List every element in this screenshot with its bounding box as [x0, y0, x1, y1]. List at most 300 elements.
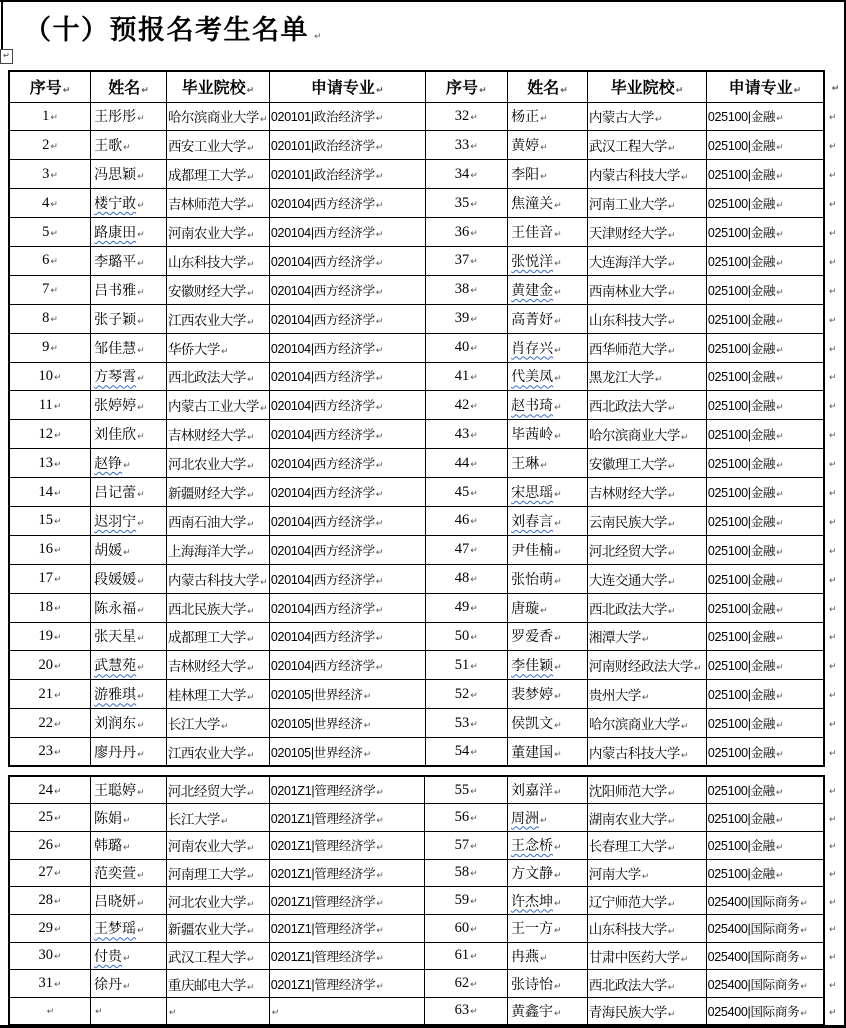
cell-end-mark-icon: ↵	[137, 749, 145, 760]
school-cell: 河南农业大学↵	[166, 831, 269, 859]
cell-end-mark-icon: ↵	[137, 870, 145, 881]
cell-end-mark-icon: ↵	[667, 404, 675, 415]
cell-end-mark-icon: ↵	[540, 605, 548, 616]
school-cell: 长江大学↵	[166, 804, 269, 832]
table-row	[9, 391, 843, 420]
cell-end-mark-icon: ↵	[776, 287, 784, 298]
seq-cell: 23↵	[9, 738, 91, 767]
school-cell: 江西农业大学↵	[166, 304, 269, 333]
name-cell: 张悦洋↵	[508, 246, 588, 275]
cell-end-mark-icon: ↵	[667, 548, 675, 559]
school-cell: 哈尔滨商业大学↵	[587, 420, 706, 449]
name-cell: 裴梦婷↵	[508, 680, 588, 709]
cell-end-mark-icon: ↵	[375, 114, 384, 125]
cell-end-mark-icon: ↵	[259, 577, 267, 588]
cell-end-mark-icon: ↵	[54, 814, 62, 825]
cell-end-mark-icon: ↵	[553, 1008, 562, 1019]
cell-end-mark-icon: ↵	[220, 346, 228, 357]
name-cell: 焦潼关↵	[508, 189, 588, 218]
table-row	[9, 535, 843, 564]
cell-end-mark-icon: ↵	[54, 748, 62, 759]
school-cell: 西华师范大学↵	[587, 333, 706, 362]
cell-end-mark-icon: ↵	[470, 632, 478, 643]
cell-end-mark-icon: ↵	[776, 634, 784, 645]
cell-end-mark-icon: ↵	[776, 663, 784, 674]
seq-cell: 45↵	[425, 478, 508, 507]
major-cell: 0201Z1|管理经济学↵	[269, 887, 425, 915]
cell-end-mark-icon: ↵	[137, 576, 145, 587]
seq-cell: 30↵	[9, 942, 91, 970]
cell-end-mark-icon: ↵	[375, 547, 384, 558]
table-row	[9, 593, 843, 622]
school-cell: 安徽理工大学↵	[587, 449, 706, 478]
name-cell: 范奕萱↵	[91, 859, 167, 887]
seq-cell: 24↵	[9, 776, 91, 804]
major-cell: 020105|世界经济↵	[269, 680, 425, 709]
row-end-mark-icon: ↵	[824, 593, 843, 622]
cell-end-mark-icon: ↵	[470, 690, 478, 701]
major-cell: 020104|西方经济学↵	[269, 304, 425, 333]
cell-end-mark-icon: ↵	[220, 722, 228, 733]
major-cell: 025100|金融↵	[706, 304, 824, 333]
seq-cell: 39↵	[425, 304, 508, 333]
school-cell: 内蒙古工业大学↵	[166, 391, 269, 420]
school-cell	[166, 998, 269, 1026]
cell-end-mark-icon: ↵	[363, 721, 371, 732]
seq-cell: 38↵	[425, 275, 508, 304]
cell-end-mark-icon: ↵	[667, 927, 675, 938]
cell-end-mark-icon: ↵	[470, 170, 478, 181]
school-cell: 新疆农业大学↵	[166, 914, 269, 942]
major-cell: 025100|金融↵	[706, 478, 824, 507]
seq-cell: 47↵	[425, 535, 508, 564]
cell-end-mark-icon: ↵	[137, 287, 145, 298]
cell-end-mark-icon: ↵	[680, 954, 688, 965]
cell-end-mark-icon: ↵	[776, 258, 784, 269]
major-cell: 020104|西方经济学↵	[269, 362, 425, 391]
cell-end-mark-icon: ↵	[554, 316, 562, 327]
major-cell: 0201Z1|管理经济学↵	[269, 859, 425, 887]
seq-cell: 53↵	[425, 709, 508, 738]
table-row	[9, 420, 843, 449]
cell-end-mark-icon: ↵	[246, 491, 254, 502]
name-cell: 张婷婷↵	[91, 391, 167, 420]
name-cell: 迟羽宁↵	[91, 506, 167, 535]
name-cell: 王琳↵	[508, 449, 588, 478]
major-cell: 020105|世界经济↵	[269, 709, 425, 738]
major-cell: 020104|西方经济学↵	[269, 218, 425, 247]
cell-end-mark-icon: ↵	[776, 432, 784, 443]
name-cell: 唐璇↵	[508, 593, 588, 622]
cell-end-mark-icon: ↵	[137, 605, 145, 616]
cell-end-mark-icon: ↵	[667, 899, 675, 910]
cell-end-mark-icon: ↵	[667, 982, 675, 993]
name-cell: 段媛媛↵	[91, 564, 167, 593]
row-end-mark-icon: ↵	[824, 333, 843, 362]
cell-end-mark-icon: ↵	[375, 634, 384, 645]
cell-end-mark-icon: ↵	[54, 924, 62, 935]
table-row	[9, 218, 843, 247]
seq-cell	[9, 998, 91, 1026]
cell-end-mark-icon: ↵	[123, 953, 131, 964]
name-cell: 武慧苑↵	[91, 651, 167, 680]
table-row	[9, 506, 843, 535]
cell-end-mark-icon: ↵	[375, 86, 384, 97]
cell-end-mark-icon: ↵	[376, 870, 384, 881]
school-cell: 江西农业大学↵	[166, 738, 269, 767]
cell-end-mark-icon: ↵	[220, 816, 228, 827]
seq-cell: 8↵	[9, 304, 91, 333]
cell-end-mark-icon: ↵	[654, 375, 662, 386]
school-cell: 天津财经大学↵	[587, 218, 706, 247]
cell-end-mark-icon: ↵	[246, 317, 254, 328]
name-cell: 李璐平↵	[91, 246, 167, 275]
cell-end-mark-icon: ↵	[54, 841, 62, 852]
school-cell: 上海海洋大学↵	[166, 535, 269, 564]
cell-end-mark-icon: ↵	[775, 815, 784, 826]
table-row	[9, 131, 843, 160]
paragraph-mark-icon: ↵	[314, 32, 322, 42]
table-row	[9, 887, 843, 915]
table-row	[9, 564, 843, 593]
cell-end-mark-icon: ↵	[776, 721, 784, 732]
seq-cell: 27↵	[9, 859, 91, 887]
seq-cell: 36↵	[425, 218, 508, 247]
cell-end-mark-icon: ↵	[246, 693, 254, 704]
title-line	[24, 8, 322, 47]
school-cell: 青海民族大学↵	[587, 998, 706, 1026]
row-end-mark-icon: ↵	[824, 304, 843, 333]
cell-end-mark-icon: ↵	[375, 143, 384, 154]
table-row	[9, 275, 843, 304]
major-cell: 020104|西方经济学↵	[269, 622, 425, 651]
cell-end-mark-icon: ↵	[675, 86, 684, 97]
cell-end-mark-icon: ↵	[776, 490, 784, 501]
school-cell: 山东科技大学↵	[587, 304, 706, 333]
major-cell: 025100|金融↵	[706, 738, 824, 767]
table-row	[9, 709, 843, 738]
seq-cell: 43↵	[425, 420, 508, 449]
name-cell: 游雅琪↵	[91, 680, 167, 709]
cell-end-mark-icon: ↵	[54, 604, 62, 615]
cell-end-mark-icon: ↵	[776, 316, 784, 327]
major-cell: 0201Z1|管理经济学↵	[269, 776, 425, 804]
school-cell: 湖南农业大学↵	[587, 804, 706, 832]
cell-end-mark-icon: ↵	[54, 517, 62, 528]
school-cell: 华侨大学↵	[166, 333, 269, 362]
table-row	[9, 622, 843, 651]
seq-cell: 14↵	[9, 478, 91, 507]
major-cell: 025400|国际商务↵	[706, 998, 824, 1026]
major-cell: 025100|金融↵	[706, 680, 824, 709]
cell-end-mark-icon: ↵	[375, 201, 384, 212]
cell-end-mark-icon: ↵	[246, 375, 254, 386]
cell-end-mark-icon: ↵	[246, 871, 254, 882]
cell-end-mark-icon: ↵	[470, 141, 478, 152]
cell-end-mark-icon: ↵	[137, 258, 145, 269]
cell-end-mark-icon: ↵	[793, 86, 802, 97]
major-cell: 025100|金融↵	[706, 218, 824, 247]
cell-end-mark-icon: ↵	[680, 750, 688, 761]
cell-end-mark-icon: ↵	[554, 576, 562, 587]
table-row	[9, 942, 843, 970]
col-header-seq-left: 序号↵	[9, 71, 91, 102]
cell-end-mark-icon: ↵	[375, 172, 384, 183]
name-cell: 陈娟↵	[91, 804, 167, 832]
cell-end-mark-icon: ↵	[470, 459, 478, 470]
major-cell: 025400|国际商务↵	[706, 970, 824, 998]
cell-end-mark-icon: ↵	[776, 143, 784, 154]
cell-end-mark-icon: ↵	[776, 518, 784, 529]
cell-end-mark-icon: ↵	[470, 980, 478, 991]
cell-end-mark-icon: ↵	[776, 374, 784, 385]
table-row	[9, 304, 843, 333]
name-cell: 黄建金↵	[508, 275, 588, 304]
major-cell: 025400|国际商务↵	[706, 887, 824, 915]
major-cell: 025100|金融↵	[706, 189, 824, 218]
row-end-mark-icon: ↵	[824, 449, 843, 478]
school-cell: 河南大学↵	[587, 859, 706, 887]
school-cell: 山东科技大学↵	[166, 246, 269, 275]
row-end-mark-icon: ↵	[824, 391, 843, 420]
major-cell: 025100|金融↵	[706, 831, 824, 859]
school-cell: 吉林财经大学↵	[587, 478, 706, 507]
row-end-mark-icon: ↵	[824, 970, 843, 998]
major-cell: 020104|西方经济学↵	[269, 449, 425, 478]
school-cell: 安徽财经大学↵	[166, 275, 269, 304]
major-cell: 025100|金融↵	[706, 246, 824, 275]
seq-cell: 49↵	[425, 593, 508, 622]
cell-end-mark-icon: ↵	[246, 519, 254, 530]
cell-end-mark-icon: ↵	[667, 789, 675, 800]
school-cell: 河南财经政法大学↵	[587, 651, 706, 680]
cell-end-mark-icon: ↵	[376, 898, 384, 909]
seq-cell: 46↵	[425, 506, 508, 535]
major-cell: 025100|金融↵	[706, 622, 824, 651]
cell-end-mark-icon: ↵	[259, 115, 267, 126]
row-end-mark-icon: ↵	[824, 478, 843, 507]
major-cell: 025100|金融↵	[706, 651, 824, 680]
major-cell: 0201Z1|管理经济学↵	[269, 804, 425, 832]
major-cell: 020104|西方经济学↵	[269, 593, 425, 622]
cell-end-mark-icon: ↵	[375, 605, 384, 616]
major-cell: 025100|金融↵	[706, 535, 824, 564]
cell-end-mark-icon: ↵	[540, 114, 548, 125]
row-end-mark-icon: ↵	[824, 275, 843, 304]
cell-end-mark-icon: ↵	[246, 789, 254, 800]
school-cell: 甘肃中医药大学↵	[587, 942, 706, 970]
cell-end-mark-icon: ↵	[123, 143, 131, 154]
name-cell: 李阳↵	[508, 160, 588, 189]
candidates-table-upper	[8, 70, 844, 767]
page-title: （十）预报名考生名单	[24, 15, 309, 45]
cell-end-mark-icon: ↵	[470, 488, 478, 499]
cell-end-mark-icon: ↵	[375, 230, 384, 240]
cell-end-mark-icon: ↵	[376, 926, 384, 937]
name-cell: 侯凯文↵	[508, 709, 588, 738]
cell-end-mark-icon: ↵	[50, 199, 58, 210]
cell-end-mark-icon: ↵	[560, 86, 568, 97]
cell-end-mark-icon: ↵	[470, 869, 478, 880]
cell-end-mark-icon: ↵	[554, 518, 562, 529]
cell-end-mark-icon: ↵	[554, 721, 562, 732]
seq-cell: 22↵	[9, 709, 91, 738]
row-end-mark-icon: ↵	[824, 738, 843, 767]
school-cell: 武汉工程大学↵	[166, 942, 269, 970]
cell-end-mark-icon: ↵	[123, 547, 131, 558]
cell-end-mark-icon: ↵	[554, 258, 562, 269]
cell-end-mark-icon: ↵	[554, 345, 562, 356]
seq-cell: 11↵	[9, 391, 91, 420]
major-cell: 025100|金融↵	[706, 131, 824, 160]
cell-end-mark-icon: ↵	[137, 663, 145, 674]
cell-end-mark-icon: ↵	[470, 952, 478, 963]
cell-end-mark-icon: ↵	[50, 228, 58, 239]
cell-end-mark-icon: ↵	[246, 635, 254, 646]
seq-cell: 40↵	[425, 333, 508, 362]
cell-end-mark-icon: ↵	[776, 692, 784, 703]
name-cell: 廖丹丹↵	[91, 738, 167, 767]
cell-end-mark-icon: ↵	[137, 926, 145, 937]
cell-end-mark-icon: ↵	[376, 953, 384, 964]
cell-end-mark-icon: ↵	[246, 202, 254, 213]
cell-end-mark-icon: ↵	[137, 634, 145, 645]
cell-end-mark-icon: ↵	[554, 432, 562, 443]
seq-cell: 4↵	[9, 189, 91, 218]
major-cell: 025400|国际商务↵	[706, 914, 824, 942]
cell-end-mark-icon: ↵	[470, 661, 478, 672]
name-cell: 路康田↵	[91, 218, 167, 247]
seq-cell: 59↵	[425, 887, 508, 915]
major-cell: 020104|西方经济学↵	[269, 333, 425, 362]
name-cell: 冯思颖↵	[91, 160, 167, 189]
name-cell: 杨正↵	[508, 102, 588, 131]
cell-end-mark-icon: ↵	[50, 170, 58, 181]
seq-cell: 7↵	[9, 275, 91, 304]
cell-end-mark-icon: ↵	[470, 719, 478, 730]
candidates-table-lower	[8, 775, 844, 1027]
seq-cell: 1↵	[9, 102, 91, 131]
major-cell: 025100|金融↵	[706, 564, 824, 593]
school-cell: 西南石油大学↵	[166, 506, 269, 535]
cell-end-mark-icon: ↵	[554, 201, 562, 212]
cell-end-mark-icon: ↵	[470, 897, 478, 908]
cell-end-mark-icon: ↵	[137, 432, 145, 443]
school-cell: 西北政法大学↵	[587, 391, 706, 420]
col-header-name-left: 姓名↵	[91, 71, 167, 102]
cell-end-mark-icon: ↵	[667, 346, 675, 357]
cell-end-mark-icon: ↵	[800, 898, 808, 909]
table-row	[9, 651, 843, 680]
name-cell: 王彤彤↵	[91, 102, 167, 131]
cell-end-mark-icon: ↵	[554, 230, 562, 240]
cell-end-mark-icon: ↵	[667, 491, 675, 502]
row-end-mark-icon: ↵	[824, 535, 843, 564]
cell-end-mark-icon: ↵	[680, 433, 688, 444]
cell-end-mark-icon: ↵	[667, 577, 675, 588]
seq-cell: 61↵	[425, 942, 508, 970]
school-cell: 吉林财经大学↵	[166, 420, 269, 449]
school-cell: 山东科技大学↵	[587, 914, 706, 942]
table-row	[9, 680, 843, 709]
cell-end-mark-icon: ↵	[46, 1007, 55, 1018]
table-body-upper	[9, 102, 843, 766]
cell-end-mark-icon: ↵	[554, 403, 562, 414]
table-row	[9, 859, 843, 887]
name-cell: 张怡萌↵	[508, 564, 588, 593]
seq-cell: 55↵	[425, 776, 508, 804]
row-end-mark-icon: ↵	[824, 887, 843, 915]
cell-end-mark-icon: ↵	[776, 345, 784, 356]
seq-cell: 9↵	[9, 333, 91, 362]
row-end-mark-icon: ↵	[824, 71, 843, 102]
cell-end-mark-icon: ↵	[667, 519, 675, 530]
cell-end-mark-icon: ↵	[667, 1009, 675, 1020]
school-cell: 河南工业大学↵	[587, 189, 706, 218]
cell-end-mark-icon: ↵	[375, 316, 384, 327]
seq-cell: 18↵	[9, 593, 91, 622]
major-cell: 025100|金融↵	[706, 709, 824, 738]
name-cell: 吕书雅↵	[91, 275, 167, 304]
cell-end-mark-icon: ↵	[479, 86, 487, 97]
school-cell: 河南农业大学↵	[166, 218, 269, 247]
major-cell: 020104|西方经济学↵	[269, 564, 425, 593]
col-header-school-left: 毕业院校↵	[166, 71, 269, 102]
seq-cell: 42↵	[425, 391, 508, 420]
cell-end-mark-icon: ↵	[246, 750, 254, 761]
school-cell: 大连海洋大学↵	[587, 246, 706, 275]
seq-cell: 63↵	[425, 998, 508, 1026]
cell-end-mark-icon: ↵	[54, 690, 62, 701]
cell-end-mark-icon: ↵	[137, 721, 145, 732]
school-cell: 西北政法大学↵	[587, 970, 706, 998]
school-cell: 西安工业大学↵	[166, 131, 269, 160]
seq-cell: 6↵	[9, 246, 91, 275]
major-cell: 025100|金融↵	[706, 102, 824, 131]
cell-end-mark-icon: ↵	[667, 288, 675, 299]
cell-end-mark-icon: ↵	[376, 843, 384, 854]
seq-cell: 35↵	[425, 189, 508, 218]
major-cell: 020105|世界经济↵	[269, 738, 425, 767]
major-cell: 025100|金融↵	[706, 449, 824, 478]
school-cell: 沈阳师范大学↵	[587, 776, 706, 804]
cell-end-mark-icon: ↵	[641, 635, 649, 646]
cell-end-mark-icon: ↵	[246, 433, 254, 444]
school-cell: 河北农业大学↵	[166, 449, 269, 478]
school-cell: 武汉工程大学↵	[587, 131, 706, 160]
cell-end-mark-icon: ↵	[554, 749, 562, 760]
cell-end-mark-icon: ↵	[667, 144, 675, 155]
cell-end-mark-icon: ↵	[246, 899, 254, 910]
cell-end-mark-icon: ↵	[246, 86, 255, 97]
cell-end-mark-icon: ↵	[470, 401, 478, 412]
cell-end-mark-icon: ↵	[470, 517, 478, 528]
cell-end-mark-icon: ↵	[54, 719, 62, 730]
cell-end-mark-icon: ↵	[54, 952, 62, 963]
seq-cell: 48↵	[425, 564, 508, 593]
col-header-school-right: 毕业院校↵	[587, 71, 706, 102]
row-end-mark-icon: ↵	[824, 831, 843, 859]
cell-end-mark-icon: ↵	[776, 201, 784, 212]
cell-end-mark-icon: ↵	[137, 345, 145, 356]
row-end-mark-icon: ↵	[824, 102, 843, 131]
school-cell: 西北民族大学↵	[166, 593, 269, 622]
cell-end-mark-icon: ↵	[54, 869, 62, 880]
name-cell: 楼宁敢↵	[91, 189, 167, 218]
row-end-mark-icon: ↵	[824, 709, 843, 738]
row-end-mark-icon: ↵	[824, 160, 843, 189]
school-cell: 重庆邮电大学↵	[166, 970, 269, 998]
